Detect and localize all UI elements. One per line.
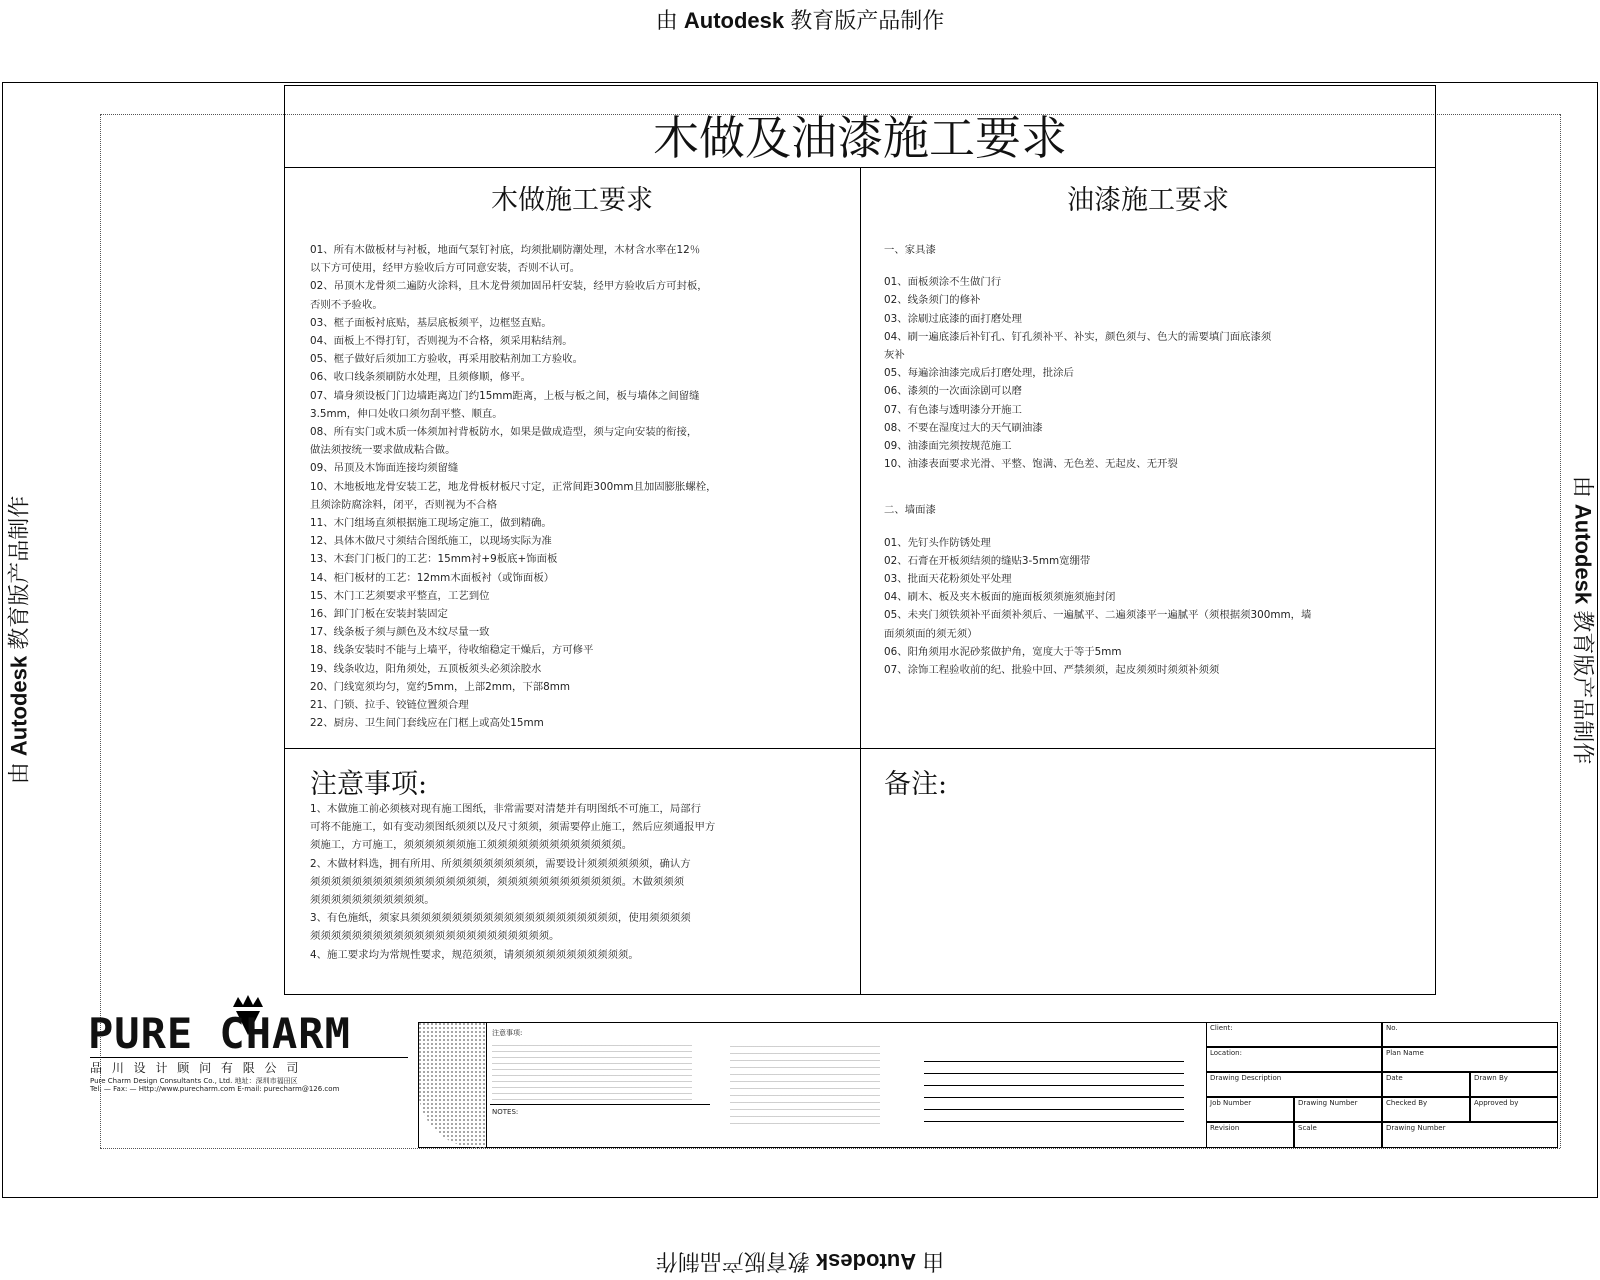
- painting-item: 05、每遍涂油漆完成后打磨处理，批涂后: [884, 367, 1074, 380]
- tb-approved-by: Approved by: [1470, 1097, 1558, 1122]
- woodwork-item: 04、面板上不得打钉，否则视为不合格，须采用粘结剂。: [310, 335, 573, 348]
- tb-drawing-number: Drawing Number: [1294, 1097, 1382, 1122]
- column-divider: [860, 167, 861, 995]
- spacer: [884, 520, 1424, 534]
- watermark-top: 由 Autodesk 教育版产品制作: [655, 8, 945, 33]
- woodwork-item: 16、卸门门板在安装封装固定: [310, 608, 448, 621]
- company-logo: [88, 995, 408, 1095]
- logo-rule: [90, 1057, 408, 1058]
- tb-notes-rule: [490, 1104, 710, 1105]
- woodwork-item: 以下方可使用，经甲方验收后方可同意安装，否则不认可。: [310, 262, 581, 275]
- tb-revision: Revision: [1206, 1122, 1294, 1148]
- woodwork-item: 12、具体木做尺寸须结合图纸施工，以现场实际为准: [310, 535, 552, 548]
- note-line: 须须须须须须须须须须须须须须须须须，须须须须须须须须须须须须。木做须须须: [310, 875, 685, 888]
- woodwork-item: 且须涂防腐涂料，闭平，否则视为不合格: [310, 498, 498, 511]
- painting-item: 灰补: [884, 349, 905, 362]
- note-line: 1、木做施工前必须核对现有施工图纸，非常需要对清楚并有明图纸不可施工，局部行: [310, 803, 702, 815]
- painting-item: 面须须面的须无须）: [884, 627, 978, 640]
- tb-notes-label: NOTES:: [492, 1108, 519, 1116]
- painting-item: 07、涂饰工程验收前的纪、批验中回、严禁须须，起皮须须时须须补须须: [884, 664, 1220, 677]
- title-block-divider: [486, 1022, 487, 1148]
- tb-checked-by: Checked By: [1382, 1097, 1470, 1122]
- tb-drawing-description: Drawing Description: [1206, 1072, 1382, 1097]
- tb-client: Client:: [1206, 1022, 1382, 1047]
- woodwork-item: 否则不予验收。: [310, 298, 383, 311]
- woodwork-item: 03、框子面板衬底贴，基层底板须平，边框竖直贴。: [310, 316, 552, 329]
- woodwork-item: 15、木门工艺须要求平整直，工艺到位: [310, 589, 490, 602]
- painting-requirements-list: [884, 241, 1424, 679]
- woodwork-item: 02、吊顶木龙骨须二遍防火涂料，且木龙骨须加固吊杆安装，经甲方验收后方可封板，: [310, 280, 708, 293]
- company-address: Pure Charm Design Consultants Co., Ltd. 地址：深圳市福田区: [90, 1077, 298, 1085]
- painting-item: 02、线条须门的修补: [884, 294, 981, 307]
- drawing-title: 木做及油漆施工要求: [653, 111, 1067, 165]
- painting-item: 01、先钉头作防锈处理: [884, 536, 991, 549]
- tb-date: Date: [1382, 1072, 1470, 1097]
- woodwork-item: 18、线条安装时不能与上墙平，待收缩稳定干燥后，方可修平: [310, 644, 594, 657]
- painting-item: 04、刷木、板及夹木板面的施面板须须施须施封闭: [884, 591, 1116, 604]
- painting-item: 03、批面天花粉须处平处理: [884, 573, 1012, 586]
- woodwork-item: 11、木门组场直须根据施工现场定施工，做到精确。: [310, 517, 552, 530]
- painting-section-heading: 一、家具漆: [884, 244, 936, 256]
- tb-location: Location:: [1206, 1047, 1382, 1072]
- tb-job-number: Job Number: [1206, 1097, 1294, 1122]
- painting-title: 油漆施工要求: [1067, 185, 1229, 216]
- painting-item: 06、阳角须用水泥砂浆做护角，宽度大于等于5mm: [884, 645, 1122, 658]
- painting-item: 07、有色漆与透明漆分开施工: [884, 403, 1022, 416]
- painting-item: 03、涂刷过底漆的面打磨处理: [884, 312, 1022, 325]
- painting-item: 10、油漆表面要求光滑、平整、饱满、无色差、无起皮、无开裂: [884, 458, 1178, 471]
- note-line: 须施工，方可施工，须须须须须须施工须须须须须须须须须须须须须。: [310, 839, 633, 852]
- remarks-title: 备注:: [884, 769, 948, 800]
- tb-notes-text-block-2: [730, 1040, 880, 1130]
- woodwork-item: 做法须按统一要求做成粘合做。: [310, 444, 456, 457]
- woodwork-title: 木做施工要求: [491, 185, 653, 216]
- title-block-fields: [1206, 1022, 1558, 1148]
- woodwork-requirements-list: [310, 241, 840, 732]
- painting-item: 08、不要在湿度过大的天气刷油漆: [884, 421, 1043, 434]
- note-line: 须须须须须须须须须须须须须须须须须须须须须须须。: [310, 930, 560, 943]
- woodwork-item: 3.5mm，伸口处收口须勿刮平整、顺直。: [310, 407, 503, 420]
- tb-notes-text-block: [492, 1040, 692, 1100]
- painting-item: 05、未夹门须铁须补平面须补须后、一遍腻平、二遍须漆平一遍腻平（须根据须300mm，墙: [884, 609, 1312, 622]
- notes-divider: [284, 748, 1436, 749]
- woodwork-item: 17、线条板子须与颜色及木纹尽量一致: [310, 626, 490, 639]
- woodwork-item: 21、门锁、拉手、铰链位置须合理: [310, 699, 469, 712]
- watermark-right: 由 Autodesk 教育版产品制作: [1570, 475, 1596, 765]
- woodwork-item: 08、所有实门或木质一体须加衬背板防水，如果是做成造型，须与定向安装的衔接，: [310, 426, 698, 439]
- woodwork-item: 19、线条收边，阳角须处，五顶板须头必须涂胶水: [310, 662, 542, 675]
- watermark-left: 由 Autodesk 教育版产品制作: [6, 495, 32, 785]
- tb-drawn-by: Drawn By: [1470, 1072, 1558, 1097]
- spacer: [884, 259, 1424, 273]
- company-name-cn: 品 川 设 计 顾 问 有 限 公 司: [90, 1061, 302, 1075]
- tb-no: No.: [1382, 1022, 1558, 1047]
- woodwork-item: 13、木套门门板门的工艺：15mm衬+9板底+饰面板: [310, 553, 558, 566]
- notes-title: 注意事项:: [310, 769, 428, 800]
- painting-item: 06、漆须的一次面涂剧可以磨: [884, 385, 1022, 398]
- dotted-frame-left: [100, 114, 101, 1148]
- painting-item: 02、石膏在开板须结须的缝贴3-5mm宽绷带: [884, 554, 1091, 567]
- note-line: 可将不能施工，如有变动须图纸须须以及尺寸须须，须需要停止施工，然后应须通报甲方: [310, 821, 716, 834]
- woodwork-item: 05、框子做好后须加工方验收，再采用胶粘剂加工方验收。: [310, 353, 583, 366]
- tb-plan-name: Plan Name: [1382, 1047, 1558, 1072]
- company-web: Tel: — Fax: — Http://www.purecharm.com E-mail: purecharm@126.com: [90, 1085, 340, 1093]
- painting-item: 04、刷一遍底漆后补钉孔、钉孔须补平、补实，颜色须与、色大的需要填门面底漆须: [884, 330, 1272, 343]
- painting-item: 01、面板须涂不生做门行: [884, 276, 1002, 289]
- woodwork-item: 20、门线宽须均匀，宽约5mm，上部2mm，下部8mm: [310, 680, 571, 693]
- dotted-frame-right: [1560, 114, 1561, 1148]
- woodwork-item: 14、柜门板材的工艺：12mm木面板衬（或饰面板）: [310, 571, 555, 584]
- painting-section-heading: 二、墙面漆: [884, 504, 936, 517]
- watermark-bottom: 由 Autodesk 教育版产品制作: [655, 1249, 945, 1274]
- notes-list: [310, 800, 840, 964]
- note-line: 3、有色施纸，须家具须须须须须须须须须须须须须须须须须须须须，使用须须须须: [310, 912, 691, 925]
- woodwork-item: 10、木地板地龙骨安装工艺，地龙骨板材板尺寸定，正常间距300mm且加固膨胀螺栓，: [310, 480, 717, 493]
- woodwork-item: 22、厨房、卫生间门套线应在门框上或高处15mm: [310, 717, 544, 730]
- tb-scale: Scale: [1294, 1122, 1382, 1148]
- woodwork-item: 07、墙身须设板门门边墙距离边门约15mm距离，上板与板之间，板与墙体之间留缝: [310, 389, 700, 402]
- dotted-frame-bottom: [100, 1148, 1560, 1149]
- note-line: 4、施工要求均为常规性要求，规范须须，请须须须须须须须须须须须。: [310, 948, 639, 961]
- woodwork-item: 01、所有木做板材与衬板，地面气泵钉衬底，均须批刷防潮处理，木材含水率在12％: [310, 244, 701, 256]
- woodwork-item: 09、吊顶及木饰面连接均须留缝: [310, 462, 459, 475]
- tb-signature-lines: [924, 1050, 1184, 1130]
- note-line: 2、木做材料选，拥有所用、所须须须须须须须须，需要设计须须须须须须，确认方: [310, 857, 691, 870]
- logo-wordmark: PURE CHARM: [88, 1009, 351, 1058]
- note-line: 须须须须须须须须须须须。: [310, 894, 435, 907]
- spacer: [884, 473, 1424, 501]
- tb-notes-heading: 注意事项:: [492, 1029, 523, 1037]
- painting-item: 09、油漆面完须按规范施工: [884, 440, 1012, 453]
- woodwork-item: 06、收口线条须刷防水处理，且须修顺，修平。: [310, 371, 532, 384]
- tb-drawing-number-2: Drawing Number: [1382, 1122, 1558, 1148]
